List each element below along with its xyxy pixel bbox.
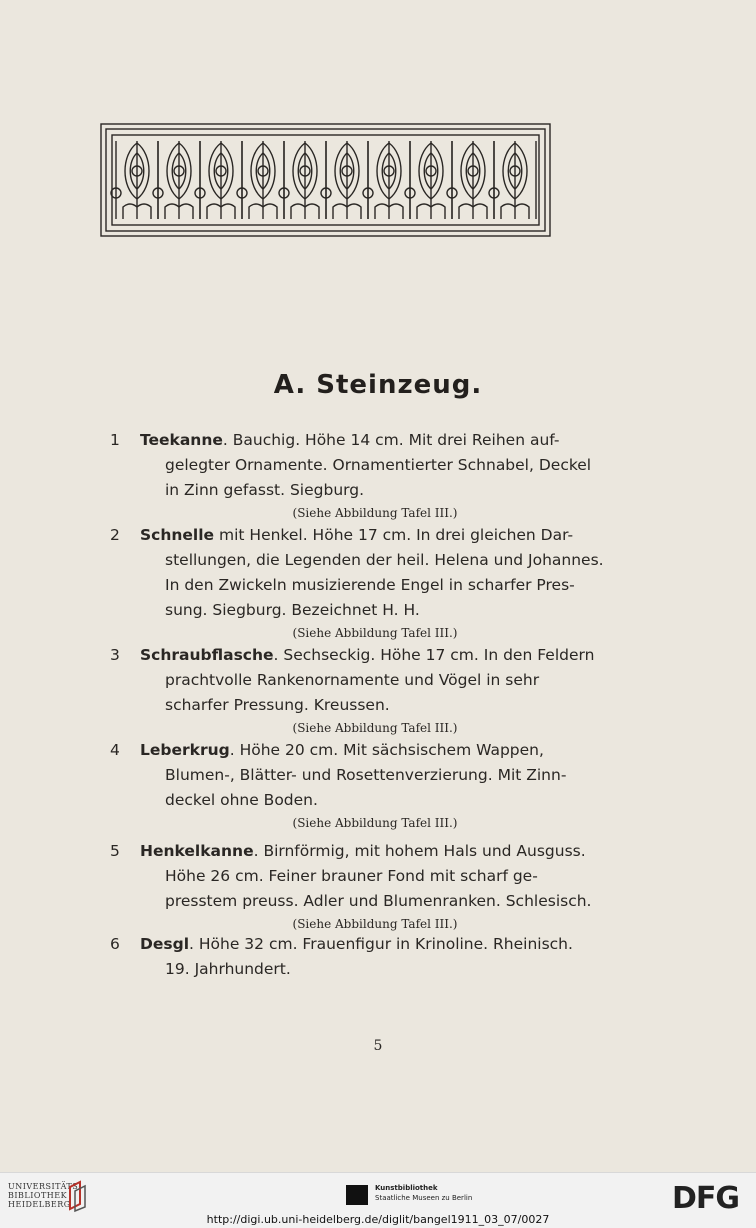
ornament-unit bbox=[489, 141, 536, 219]
catalog-entry bbox=[110, 738, 567, 833]
figure-reference: (Siehe Abbildung Tafel III.) bbox=[292, 816, 458, 830]
entry-line: Blumen-, Blätter- und Rosettenverzierung. Mit Zinn- bbox=[165, 766, 567, 784]
entry-number: 5 bbox=[110, 842, 120, 860]
ornament-unit bbox=[363, 141, 410, 219]
entry-text: mit Henkel. Höhe 17 cm. In drei gleichen Dar- bbox=[214, 526, 574, 544]
entry-name: Schnelle bbox=[140, 526, 215, 544]
entry-line: stellungen, die Legenden der heil. Helena und Johannes. bbox=[165, 551, 604, 569]
entry-number: 2 bbox=[110, 526, 120, 544]
entry-number: 6 bbox=[110, 935, 120, 953]
ornament-unit bbox=[153, 141, 200, 219]
heidelberg-logo-icon[interactable] bbox=[66, 1179, 88, 1213]
decorative-ornament-band bbox=[100, 123, 551, 237]
section-heading: A. Steinzeug. bbox=[273, 370, 483, 400]
catalog-entry bbox=[110, 839, 592, 934]
ornament-unit bbox=[321, 141, 368, 219]
ornament-unit bbox=[111, 141, 158, 219]
ornament-unit bbox=[447, 141, 494, 219]
ornament-unit bbox=[237, 141, 284, 219]
kunstbibliothek-logo-icon[interactable] bbox=[346, 1185, 368, 1205]
museum-subtitle: Staatliche Museen zu Berlin bbox=[375, 1194, 473, 1202]
figure-reference: (Siehe Abbildung Tafel III.) bbox=[292, 721, 458, 735]
entry-name: Teekanne bbox=[140, 431, 223, 449]
entry-text: . Sechseckig. Höhe 17 cm. In den Feldern bbox=[273, 646, 595, 664]
entry-number: 4 bbox=[110, 741, 120, 759]
entry-name: Desgl bbox=[140, 935, 190, 953]
entry-name: Leberkrug bbox=[140, 741, 230, 759]
ornament-unit bbox=[279, 141, 326, 219]
page-number: 5 bbox=[373, 1038, 383, 1054]
figure-reference: (Siehe Abbildung Tafel III.) bbox=[292, 626, 458, 640]
entry-text: . Höhe 32 cm. Frauenfigur in Krinoline. Rheinisch. bbox=[189, 935, 573, 953]
entry-line: scharfer Pressung. Kreussen. bbox=[165, 696, 390, 714]
entry-line: In den Zwickeln musizierende Engel in scharfer Pres- bbox=[165, 576, 575, 594]
catalog-entry bbox=[110, 932, 573, 982]
entry-line: sung. Siegburg. Bezeichnet H. H. bbox=[165, 601, 420, 619]
museum-name: Kunstbibliothek bbox=[375, 1184, 438, 1192]
entry-name: Schraubflasche bbox=[140, 646, 274, 664]
uni-line: BIBLIOTHEK bbox=[8, 1191, 68, 1200]
entry-line: prachtvolle Rankenornamente und Vögel in sehr bbox=[165, 671, 540, 689]
catalog-entry bbox=[110, 523, 604, 643]
entry-text: . Bauchig. Höhe 14 cm. Mit drei Reihen auf- bbox=[222, 431, 560, 449]
catalog-entry bbox=[110, 428, 592, 523]
entry-number: 1 bbox=[110, 431, 120, 449]
figure-reference: (Siehe Abbildung Tafel III.) bbox=[292, 917, 458, 931]
entry-line: in Zinn gefasst. Siegburg. bbox=[165, 481, 365, 499]
entry-line: gelegter Ornamente. Ornamentierter Schnabel, Deckel bbox=[165, 456, 592, 474]
entry-line: Höhe 26 cm. Feiner brauner Fond mit scharf ge- bbox=[165, 867, 538, 885]
entry-line: 19. Jahrhundert. bbox=[165, 960, 291, 978]
entry-name: Henkelkanne bbox=[140, 842, 254, 860]
ornament-unit bbox=[405, 141, 452, 219]
page-url[interactable]: http://digi.ub.uni-heidelberg.de/diglit/bangel1911_03_07/0027 bbox=[206, 1213, 550, 1226]
entry-line: deckel ohne Boden. bbox=[165, 791, 318, 809]
ornament-unit bbox=[195, 141, 242, 219]
uni-line: UNIVERSITÄTS- bbox=[8, 1182, 82, 1191]
entry-text: . Birnförmig, mit hohem Hals und Ausguss. bbox=[253, 842, 586, 860]
entry-text: . Höhe 20 cm. Mit sächsischem Wappen, bbox=[229, 741, 544, 759]
museum-credit[interactable] bbox=[375, 1183, 472, 1203]
uni-line: HEIDELBERG bbox=[8, 1200, 71, 1209]
figure-reference: (Siehe Abbildung Tafel III.) bbox=[292, 506, 458, 520]
entry-number: 3 bbox=[110, 646, 120, 664]
catalog-entry bbox=[110, 643, 595, 738]
dfg-logo[interactable]: DFG bbox=[672, 1181, 740, 1216]
entry-line: presstem preuss. Adler und Blumenranken. Schlesisch. bbox=[165, 892, 592, 910]
